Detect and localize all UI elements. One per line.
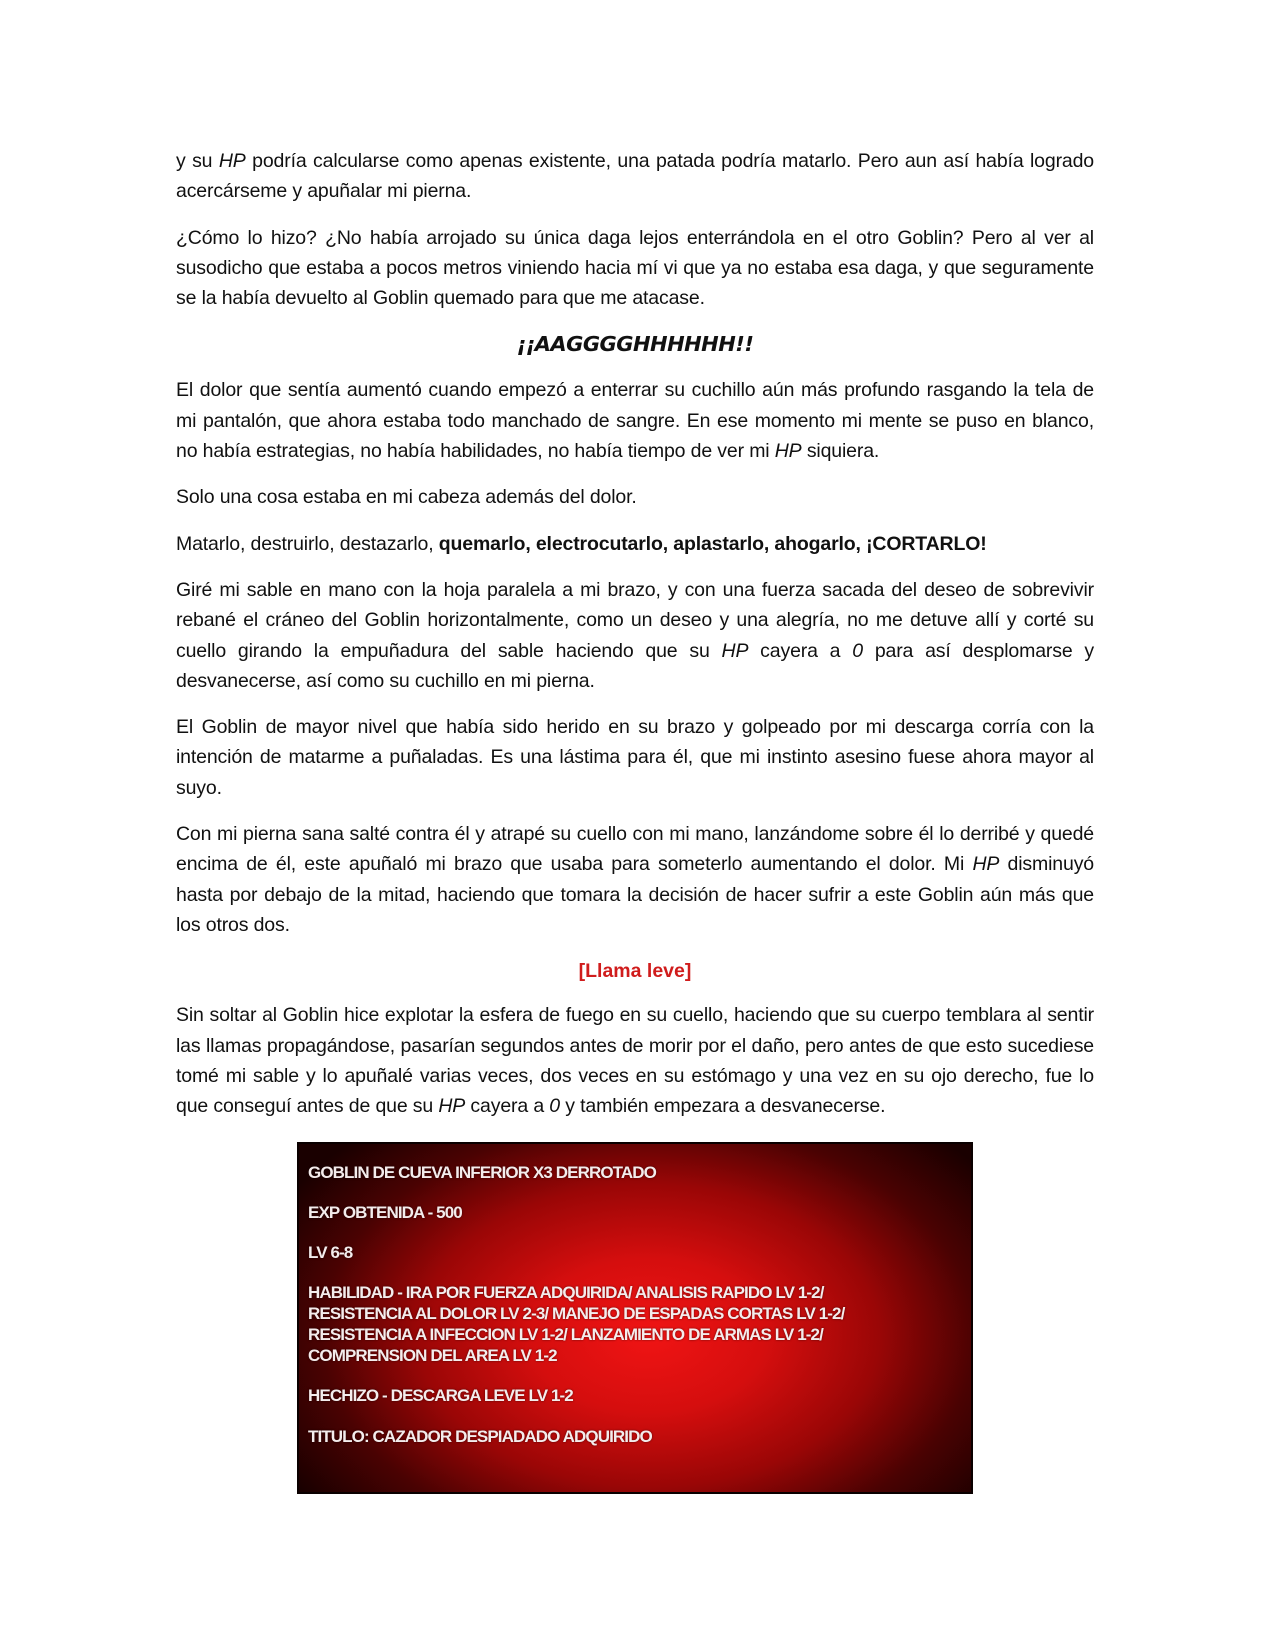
paragraph [176, 1000, 1094, 1121]
italic-text-run: HP [438, 1095, 466, 1118]
text-run: cayera a [748, 639, 853, 662]
skill-callout: [Llama leve] [578, 960, 692, 983]
bold-text-run: quemarlo, electrocutarlo, aplastarlo, ahogarlo, ¡CORTARLO! [438, 532, 987, 555]
status-line: HECHIZO - DESCARGA LEVE LV 1-2 [308, 1386, 573, 1405]
italic-text-run: HP [218, 150, 246, 172]
status-line: RESISTENCIA AL DOLOR LV 2-3/ MANEJO DE ESPADAS CORTAS LV 1-2/ [308, 1304, 845, 1323]
italic-text-run: HP [721, 639, 749, 662]
text-run: Solo una cosa estaba en mi cabeza además del dolor. [176, 486, 637, 509]
paragraph [176, 375, 1094, 466]
text-run: y también empezara a desvanecerse. [560, 1095, 886, 1118]
paragraph [176, 529, 1094, 559]
paragraph [176, 482, 1094, 512]
status-line: TITULO: CAZADOR DESPIADADO ADQUIRIDO [308, 1427, 652, 1446]
text-run: Sin soltar al Goblin hice explotar la esfera de fuego en su cuello, haciendo que su cuerpo temblara al sentir las llamas propagándose, pasarían segundos antes de morir por el daño, pero antes de que esto sucediese tomé mi sable y lo apuñalé varias veces, dos veces en su estómago y una vez en su ojo derecho, fue lo que conseguí antes de que su [176, 1004, 1094, 1118]
status-line: COMPRENSION DEL AREA LV 1-2 [308, 1346, 557, 1365]
paragraph [176, 819, 1094, 940]
text-run: ¿Cómo lo hizo? ¿No había arrojado su única daga lejos enterrándola en el otro Goblin? Pero al ver al susodicho que estaba a pocos metros viniendo hacia mí vi que ya no estaba esa daga, y que seguramente se la había devuelto al Goblin quemado para que me atacase. [176, 226, 1094, 310]
text-run: disminuyó hasta por debajo de la mitad, haciendo que tomara la decisión de hacer sufrir a este Goblin aún más que los otros dos. [176, 853, 1094, 936]
status-line: GOBLIN DE CUEVA INFERIOR X3 DERROTADO [308, 1163, 656, 1182]
italic-text-run: HP [972, 853, 1000, 876]
text-run: Con mi pierna sana salté contra él y atrapé su cuello con mi mano, lanzándome sobre él lo derribé y quedé encima de él, este apuñaló mi brazo que usaba para someterlo aumentando el dolor. Mi [176, 823, 1094, 876]
shout-line: ¡¡AAGGGGHHHHHH!! [516, 332, 754, 357]
status-screen-image [297, 1142, 973, 1494]
paragraph [176, 575, 1094, 696]
status-line: LV 6-8 [308, 1243, 353, 1262]
italic-text-run: HP [774, 440, 802, 463]
paragraph-group-3 [176, 1000, 1094, 1121]
text-run: Giré mi sable en mano con la hoja paralela a mi brazo, y con una fuerza sacada del deseo de sobrevivir rebané el cráneo del Goblin horizontalmente, como un deseo y una alegría, no me detuve allí y corté su cuello girando la empuñadura del sable haciendo que su [176, 578, 1094, 662]
status-line: RESISTENCIA A INFECCION LV 1-2/ LANZAMIENTO DE ARMAS LV 1-2/ [308, 1325, 823, 1344]
italic-text-run: 0 [549, 1095, 560, 1118]
status-line: HABILIDAD - IRA POR FUERZA ADQUIRIDA/ ANALISIS RAPIDO LV 1-2/ [308, 1283, 824, 1302]
text-run: para así desplomarse y desvanecerse, así como su cuchillo en mi pierna. [176, 639, 1095, 692]
paragraph-group-2 [176, 375, 1094, 940]
text-run: podría calcularse como apenas existente, una patada podría matarlo. Pero aun así había logrado acercárseme y apuñalar mi pierna. [176, 150, 1095, 203]
text-run: El Goblin de mayor nivel que había sido herido en su brazo y golpeado por mi descarga corría con la intención de matarme a puñaladas. Es una lástima para él, que mi instinto asesino fuese ahora mayor al suyo. [176, 716, 1094, 799]
text-run: El dolor que sentía aumentó cuando empezó a enterrar su cuchillo aún más profundo rasgando la tela de mi pantalón, que ahora estaba todo manchado de sangre. En ese momento mi mente se puso en blanco, no había estrategias, no había habilidades, no había tiempo de ver mi [176, 379, 1094, 463]
italic-text-run: 0 [852, 639, 863, 662]
paragraph [176, 223, 1094, 314]
paragraph-group-1 [176, 146, 1094, 313]
text-run: y su [176, 150, 219, 172]
text-run: Matarlo, destruirlo, destazarlo, [176, 532, 439, 555]
text-run: siquiera. [801, 440, 880, 463]
paragraph [176, 712, 1094, 803]
document-page [176, 146, 1094, 1137]
text-run: cayera a [465, 1095, 550, 1118]
paragraph [176, 146, 1094, 207]
status-line: EXP OBTENIDA - 500 [308, 1203, 462, 1222]
